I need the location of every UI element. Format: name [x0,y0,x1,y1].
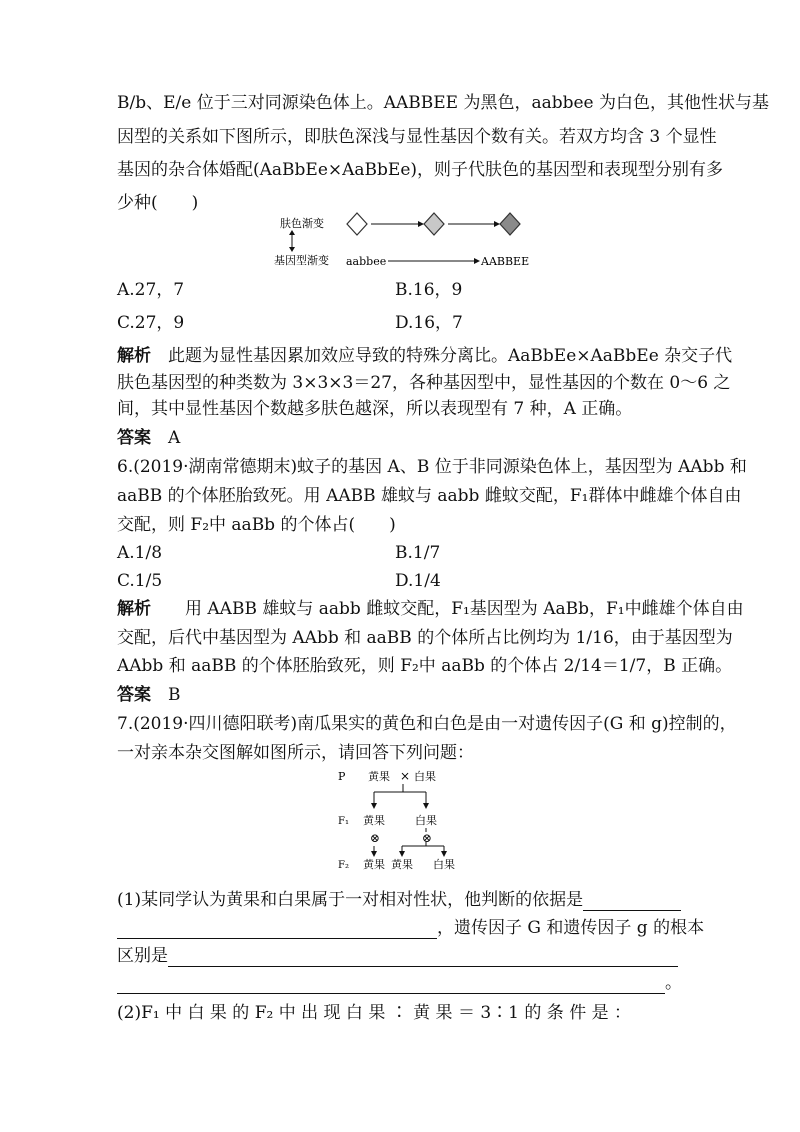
q6-line-1: 6.(2019·湖南常德期末)蚊子的基因 A、B 位于非同源染色体上，基因型为 AAbb 和 [117,457,747,477]
q5-option-c: C.27，9 [117,313,185,333]
q5-line-4: 少种( ) [117,193,199,213]
diamond-dark [500,213,520,235]
figure-start: aabbee [346,255,387,268]
diagram-f2-c: 白果 [433,858,455,871]
q5-analysis-text-1: 此题为显性基因累加效应导致的特殊分离比。AaBbEe×AaBbEe 杂交子代 [168,346,733,366]
q5-analysis-3: 间，其中显性基因个数越多肤色越深，所以表现型有 7 种，A 正确。 [117,399,633,419]
q7-sub2: (2)F₁ 中 白 果 的 F₂ 中 出 现 白 果 ∶ 黄 果 ＝ 3∶1 的 条 件 是 ： [117,1003,632,1023]
q5-line-3: 基因的杂合体婚配(AaBbEe×AaBbEe)，则子代肤色的基因型和表现型分别有多 [117,160,724,180]
q7-sub1-b: ，遗传因子 G 和遗传因子 g 的根本 [437,918,705,938]
q5-option-d: D.16，7 [395,313,463,333]
q6-analysis-1 [117,598,744,620]
q6-analysis-text-1: 用 AABB 雄蚊与 aabb 雌蚊交配，F₁基因型为 AaBb，F₁中雌雄个体自由 [185,599,744,619]
diagram-yellow: 黄果 [368,770,390,783]
q6-line-2: aaBB 的个体胚胎致死。用 AABB 雄蚊与 aabb 雌蚊交配，F₁群体中雌雄个体自由 [117,486,742,506]
q6-analysis-label: 解析 [117,599,151,619]
diagram-f2-b: 黄果 [391,858,413,871]
q5-analysis-2: 肤色基因型的种类数为 3×3×3＝27，各种基因型中，显性基因的个数在 0～6 之 [117,373,731,393]
figure-end: AABBEE [481,255,530,268]
q5-answer-label: 答案 [117,428,151,448]
q7-sub1-a: (1)某同学认为黄果和白果属于一对相对性状，他判断的依据是 [117,890,584,910]
q5-answer [117,427,180,449]
diagram-f1-white: 白果 [415,814,437,827]
q5-line-2: 因型的关系如下图所示，即肤色深浅与显性基因个数有关。若双方均含 3 个显性 [117,127,717,147]
figure-label-bottom: 基因型渐变 [274,254,329,267]
diagram-self-2: ⊗ [422,831,433,845]
q5-analysis-label: 解析 [117,346,151,366]
diagram-p: P [338,770,346,783]
q5-option-b: B.16，9 [395,280,463,300]
q5-analysis-1 [117,345,732,367]
diagram-self-1: ⊗ [370,831,381,845]
q7-line-1: 7.(2019·四川德阳联考)南瓜果实的黄色和白色是由一对遗传因子(G 和 g)控制的， [117,714,737,734]
q7-line-2: 一对亲本杂交图解如图所示，请回答下列问题： [117,743,474,763]
cross-diagram [330,766,480,874]
q5-option-a: A.27，7 [117,280,185,300]
diagram-cross: × [400,769,411,783]
q6-analysis-3: AAbb 和 aaBB 的个体胚胎致死，则 F₂中 aaBb 的个体占 2/14＝1/7，B 正确。 [117,656,733,676]
answer-blank-4[interactable] [117,975,665,994]
q7-period: 。 [665,973,682,993]
q6-option-a: A.1/8 [117,543,163,563]
q7-sub1-line-2 [117,917,704,939]
q7-sub1-line-4 [117,972,682,994]
q6-answer-value: B [168,685,181,705]
q7-sub1-line-1 [117,889,681,911]
q5-answer-value: A [168,428,181,448]
q6-answer-label: 答案 [117,685,151,705]
diagram-f1: F₁ [338,816,349,827]
answer-blank-2[interactable] [117,920,437,939]
answer-blank-3[interactable] [168,948,678,967]
q5-line-1: B/b、E/e 位于三对同源染色体上。AABBEE 为黑色，aabbee 为白色，其他性状与基 [117,93,770,113]
q6-option-d: D.1/4 [395,571,441,591]
diagram-white: 白果 [414,770,436,783]
q6-answer [117,684,181,706]
diamond-white [347,213,367,235]
q6-option-b: B.1/7 [395,543,441,563]
q7-sub1-line-3 [117,945,678,967]
q6-line-3: 交配，则 F₂中 aaBb 的个体占( ) [117,515,396,535]
diamond-grey [424,213,444,235]
diagram-f2-a: 黄果 [363,858,385,871]
skin-gradient-figure [270,208,540,270]
q6-analysis-2: 交配，后代中基因型为 AAbb 和 aaBB 的个体所占比例均为 1/16，由于基因型为 [117,628,733,648]
diagram-f2: F₂ [338,860,349,871]
figure-label-top: 肤色渐变 [280,217,324,230]
answer-blank-1[interactable] [583,892,681,911]
diagram-f1-yellow: 黄果 [363,814,385,827]
q6-option-c: C.1/5 [117,571,163,591]
q7-sub1-c: 区别是 [117,946,168,966]
